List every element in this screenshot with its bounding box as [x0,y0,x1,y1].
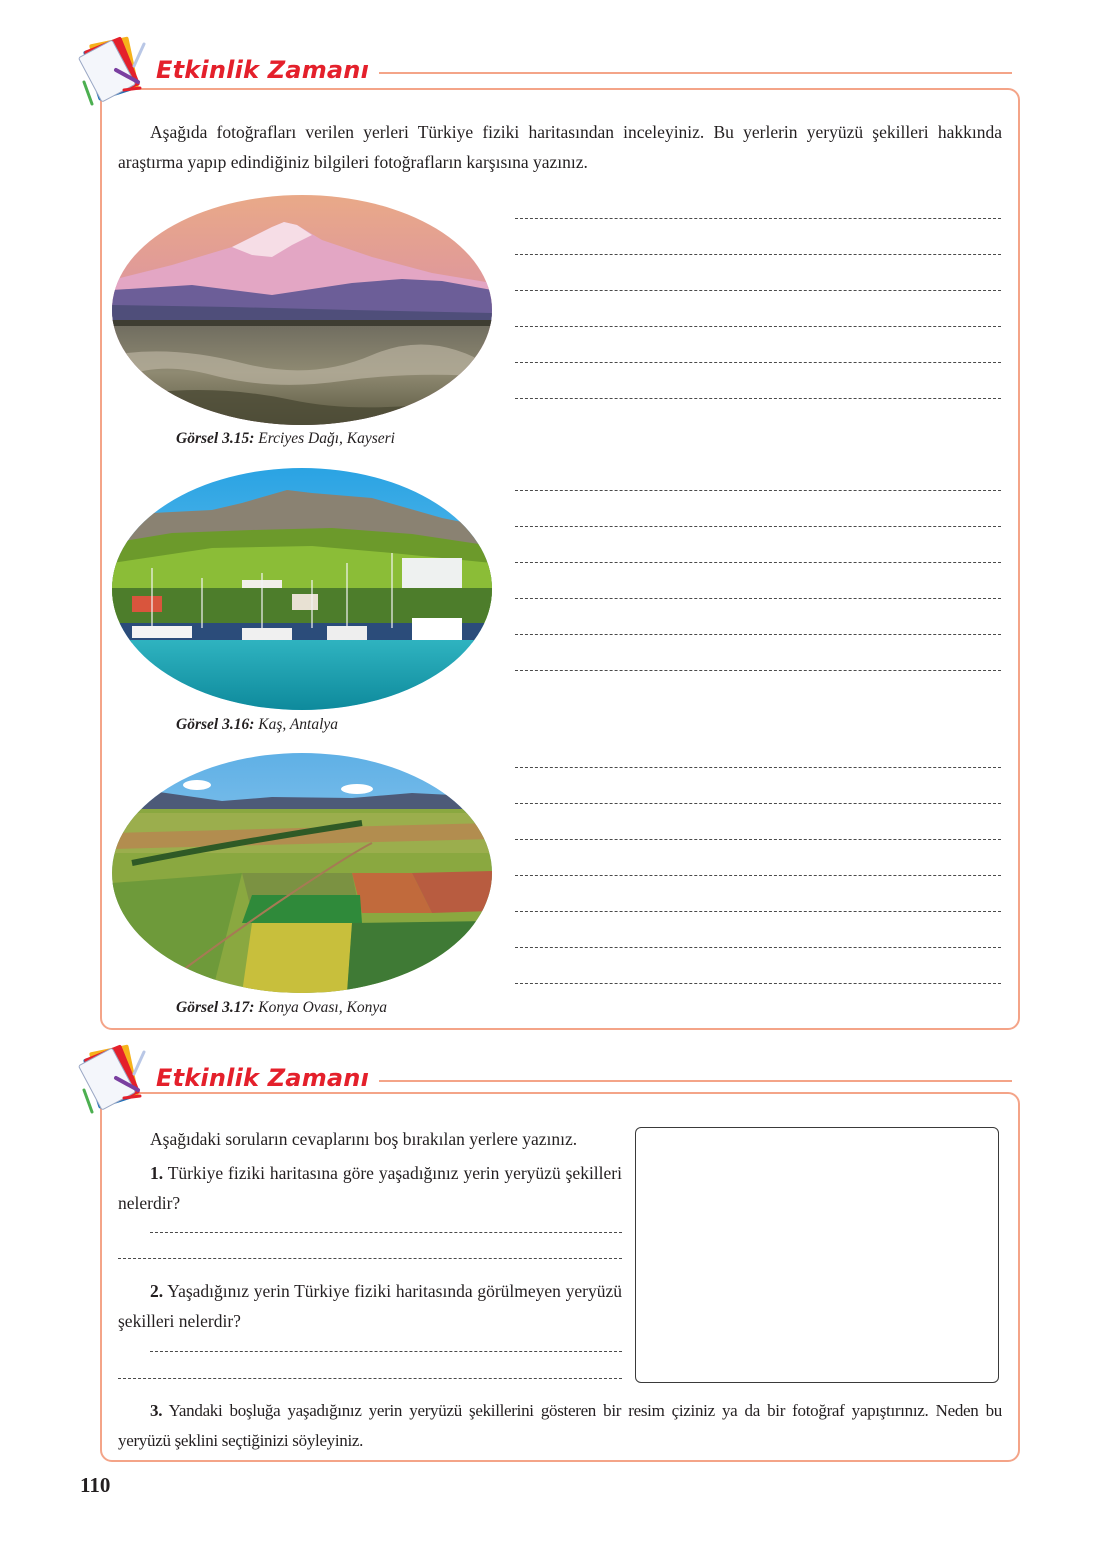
answer-line[interactable] [515,839,1001,840]
photo-label: Görsel 3.16: [176,716,255,733]
answer-line[interactable] [515,326,1001,327]
question-text: Yaşadığınız yerin Türkiye fiziki haritasında görülmeyen yeryüzü şekilleri nelerdir? [118,1281,622,1331]
photo-caption-text: Kaş, Antalya [254,716,339,733]
question-number: 3. [150,1401,163,1420]
question-text: Türkiye fiziki haritasına göre yaşadığınız yerin yeryüzü şekilleri nelerdir? [118,1163,622,1213]
header-divider [379,72,1012,74]
answer-line[interactable] [515,598,1001,599]
photo-caption-text: Erciyes Dağı, Kayseri [254,430,395,447]
question-number: 2. [150,1281,164,1301]
answer-line[interactable] [515,634,1001,635]
activity-instruction: Aşağıdaki soruların cevaplarını boş bırakılan yerlere yazınız. [150,1129,578,1149]
photo-caption [176,430,395,448]
photo-caption [176,999,387,1017]
harbor-photo [112,468,492,710]
page-number: 110 [80,1473,111,1497]
answer-line[interactable] [515,670,1001,671]
question-2 [118,1276,622,1336]
answer-line[interactable] [515,911,1001,912]
notebook-pencils-icon [72,1038,152,1118]
activity-header-2 [72,1048,1032,1108]
activity-title: Etkinlik Zamanı [156,1064,379,1092]
activity-header-1 [72,40,1032,100]
photo-label: Görsel 3.17: [176,999,255,1016]
photo-caption [176,716,338,734]
answer-line[interactable] [515,362,1001,363]
mountain-photo [112,195,492,425]
answer-line[interactable] [515,875,1001,876]
answer-line[interactable] [515,803,1001,804]
answer-line[interactable] [515,562,1001,563]
answer-line[interactable] [515,983,1001,984]
question-number: 1. [150,1163,164,1183]
answer-line[interactable] [118,1378,622,1379]
answer-line[interactable] [515,947,1001,948]
activity-instruction: Aşağıda fotoğrafları verilen yerleri Türkiye fiziki haritasından inceleyiniz. Bu yerlerin yeryüzü şekilleri hakkında araştırma yapıp edindiğiniz bilgileri fotoğrafların karşısına yazınız. [118,122,1002,172]
header-divider [379,1080,1012,1082]
answer-line[interactable] [515,254,1001,255]
answer-line[interactable] [118,1258,622,1259]
notebook-pencils-icon [72,30,152,110]
question-1 [118,1158,622,1218]
answer-line[interactable] [515,290,1001,291]
photo-caption-text: Konya Ovası, Konya [254,999,387,1016]
answer-line[interactable] [515,526,1001,527]
question-text: Yandaki boşluğa yaşadığınız yerin yeryüzü şekillerini gösteren bir resim çiziniz ya da bir fotoğraf yapıştırınız. Neden bu yeryüzü şeklini seçtiğinizi söyleyiniz. [118,1401,1002,1450]
answer-line[interactable] [515,490,1001,491]
drawing-box[interactable] [635,1127,999,1383]
activity-title: Etkinlik Zamanı [156,56,379,84]
photo-label: Görsel 3.15: [176,430,255,447]
answer-line[interactable] [515,767,1001,768]
answer-line[interactable] [515,218,1001,219]
answer-line[interactable] [515,398,1001,399]
answer-line[interactable] [150,1351,622,1352]
answer-line[interactable] [150,1232,622,1233]
plain-photo [112,753,492,993]
question-3 [118,1396,1002,1456]
